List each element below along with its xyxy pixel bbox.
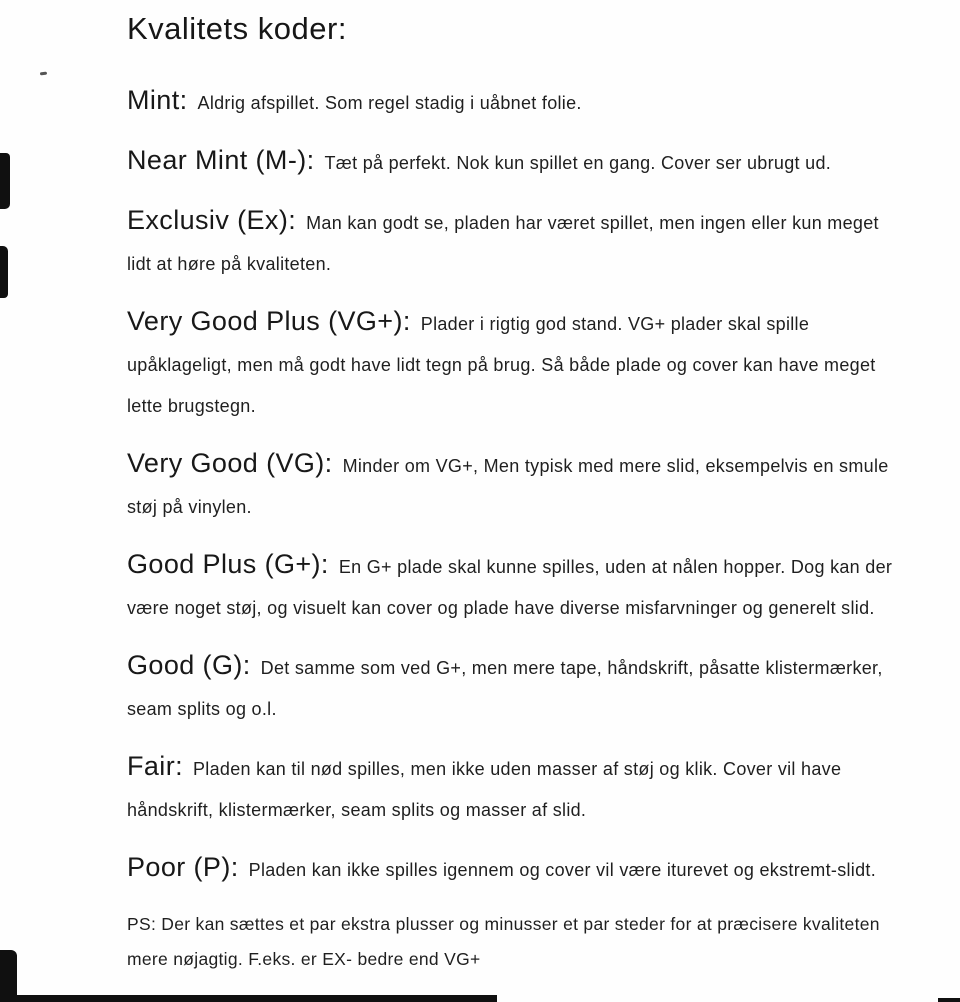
grade-entry-poor: [127, 847, 908, 891]
scan-artifact-left-mid: [0, 246, 8, 298]
ps-note: PS: Der kan sættes et par ekstra plusser og minusser et par steder for at præcisere kvaliteten mere nøjagtig. F.eks. er EX- bedre end VG+: [127, 914, 880, 969]
scan-artifact-dash: [40, 72, 47, 76]
grade-entry-fair: [127, 746, 908, 831]
grade-description: Det samme som ved G+, men mere tape, håndskrift, påsatte klistermærker, seam splits og o.l.: [127, 658, 883, 719]
grade-description: Man kan godt se, pladen har været spillet, men ingen eller kun meget lidt at høre på kvaliteten.: [127, 213, 879, 274]
grade-description: Plader i rigtig god stand. VG+ plader skal spille upåklageligt, men må godt have lidt tegn på brug. Så både plade og cover kan have meget lette brugstegn.: [127, 314, 876, 416]
grade-description: Aldrig afspillet. Som regel stadig i uåbnet folie.: [197, 93, 582, 113]
grade-term: Mint:: [127, 85, 188, 115]
scan-artifact-bottom-right: [938, 998, 960, 1002]
grade-term: Fair:: [127, 751, 183, 781]
document-content: [127, 8, 908, 977]
grade-term: Very Good (VG):: [127, 448, 333, 478]
grade-term: Poor (P):: [127, 852, 239, 882]
grade-entry-exclusiv: [127, 200, 908, 285]
grade-entry-good-plus: [127, 544, 908, 629]
grade-entry-very-good: [127, 443, 908, 528]
grade-description: En G+ plade skal kunne spilles, uden at nålen hopper. Dog kan der være noget støj, og visuelt kan cover og plade have diverse misfarvninger og generelt slid.: [127, 557, 893, 618]
document-title: Kvalitets koder:: [127, 11, 347, 46]
grade-term: Near Mint (M-):: [127, 145, 315, 175]
grade-description: Pladen kan ikke spilles igennem og cover vil være iturevet og ekstremt-slidt.: [248, 860, 877, 880]
grade-entry-very-good-plus: [127, 301, 908, 427]
grade-description: Minder om VG+, Men typisk med mere slid, eksempelvis en smule støj på vinylen.: [127, 456, 889, 517]
grade-term: Very Good Plus (VG+):: [127, 306, 411, 336]
grade-term: Good Plus (G+):: [127, 549, 329, 579]
scan-artifact-left-upper: [0, 153, 10, 209]
grade-description: Pladen kan til nød spilles, men ikke uden masser af støj og klik. Cover vil have håndskrift, klistermærker, seam splits og masser af slid.: [127, 759, 842, 820]
grade-entry-near-mint: [127, 140, 908, 184]
grade-entry-mint: [127, 80, 908, 124]
grade-description: Tæt på perfekt. Nok kun spillet en gang. Cover ser ubrugt ud.: [324, 153, 832, 173]
grade-term: Good (G):: [127, 650, 251, 680]
grade-entry-good: [127, 645, 908, 730]
grade-term: Exclusiv (Ex):: [127, 205, 297, 235]
scan-artifact-bottom-strip: [0, 995, 497, 1002]
